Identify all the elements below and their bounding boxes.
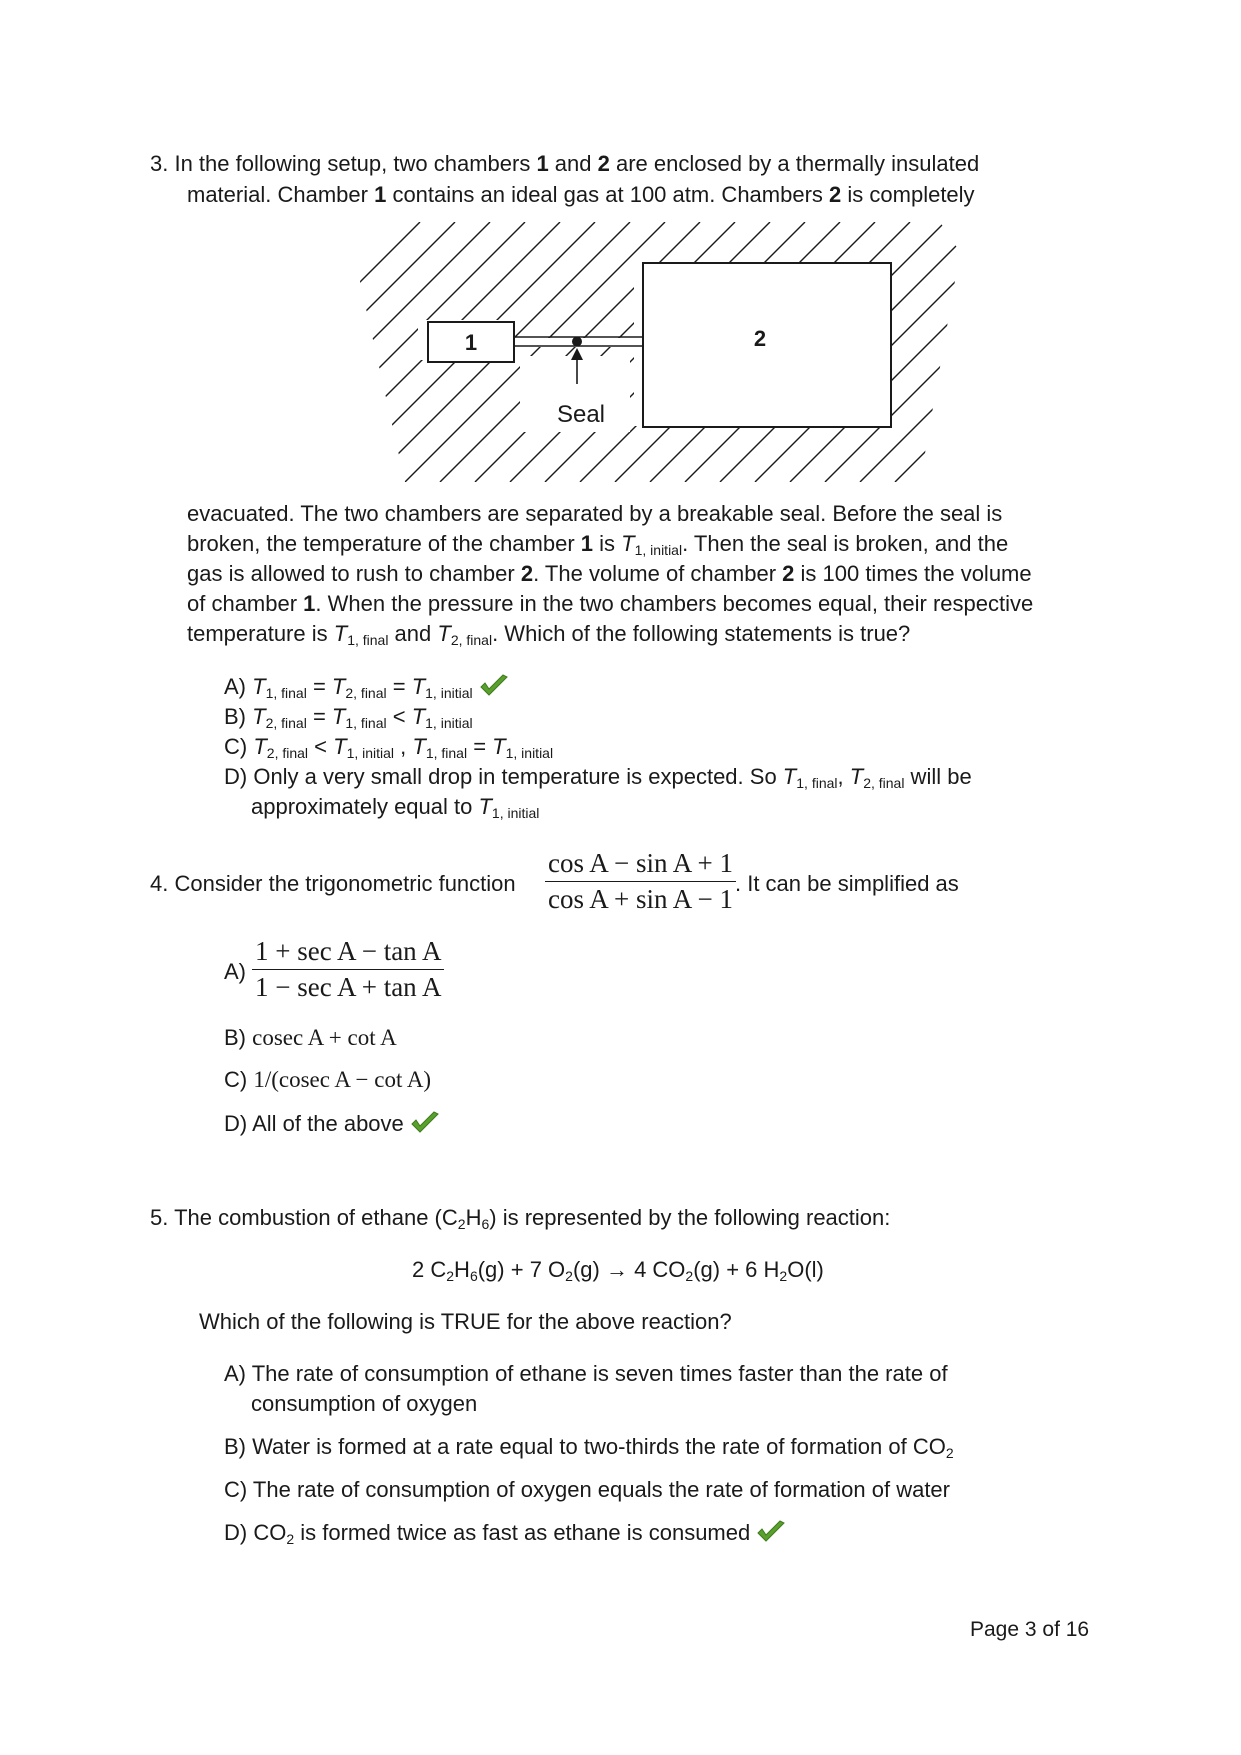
subscript: 1, final bbox=[265, 685, 307, 701]
q4-intro: 4. Consider the trigonometric function bbox=[150, 871, 516, 896]
q5-option-c: C) The rate of consumption of oxygen equals the rate of formation of water bbox=[224, 1477, 950, 1502]
subscript: 2 bbox=[565, 1268, 573, 1284]
operator: = bbox=[467, 734, 493, 759]
subscript: 1, final bbox=[345, 715, 387, 731]
subscript: 2, final bbox=[345, 685, 387, 701]
text: H bbox=[454, 1257, 470, 1282]
subscript: 2, final bbox=[450, 632, 493, 648]
var-t: T bbox=[437, 621, 451, 646]
bold-2: 2 bbox=[829, 182, 842, 207]
text: ) is represented by the following reaction: bbox=[489, 1205, 891, 1230]
checkmark-icon bbox=[756, 1520, 786, 1544]
subscript: 2 bbox=[685, 1268, 694, 1284]
q4-option-c bbox=[224, 1066, 431, 1095]
text: will be bbox=[904, 764, 972, 789]
q4-expression-numerator: cos A − sin A + 1 bbox=[548, 848, 733, 878]
text: , bbox=[837, 764, 850, 789]
operator: < bbox=[308, 734, 334, 759]
text: . Then the seal is broken, and the bbox=[682, 531, 1009, 556]
q3-body-line1: evacuated. The two chambers are separated by a breakable seal. Before the seal is bbox=[187, 501, 1003, 526]
q4-expression bbox=[548, 846, 733, 917]
q3-option-d-line1 bbox=[224, 763, 972, 791]
var-t: T bbox=[331, 674, 346, 699]
var-t: T bbox=[252, 704, 266, 729]
chamber-2-label: 2 bbox=[753, 326, 767, 351]
var-t: T bbox=[412, 734, 426, 759]
q3-intro-line2 bbox=[187, 181, 975, 209]
text: are enclosed by a thermally insulated bbox=[609, 151, 980, 176]
chamber-2-box bbox=[643, 263, 891, 427]
math-expression: 1/(cosec A − cot A) bbox=[253, 1067, 432, 1092]
chamber-diagram bbox=[360, 222, 960, 482]
subscript: 1, initial bbox=[346, 745, 395, 761]
text: . When the pressure in the two chambers becomes equal, their respective bbox=[315, 591, 1034, 616]
text: B) Water is formed at a rate equal to two-thirds the rate of formation of CO bbox=[224, 1434, 946, 1459]
text: is bbox=[593, 531, 622, 556]
subscript: 1, initial bbox=[634, 542, 683, 558]
subscript: 2 bbox=[286, 1531, 295, 1547]
text: D) CO bbox=[224, 1520, 287, 1545]
q4-option-a-label: A) bbox=[224, 959, 246, 984]
text: approximately equal to bbox=[251, 794, 479, 819]
text: broken, the temperature of the chamber bbox=[187, 531, 581, 556]
text: is 100 times the volume bbox=[794, 561, 1032, 586]
var-t: T bbox=[252, 674, 266, 699]
subscript: 1, final bbox=[347, 632, 389, 648]
q5-question: Which of the following is TRUE for the above reaction? bbox=[199, 1309, 732, 1334]
text: 2 C bbox=[412, 1257, 447, 1282]
q3-body-line5 bbox=[187, 620, 910, 648]
text: is formed twice as fast as ethane is consumed bbox=[294, 1520, 751, 1545]
text: . Which of the following statements is true? bbox=[492, 621, 911, 646]
bold-1: 1 bbox=[536, 151, 549, 176]
q4-tail: . It can be simplified as bbox=[735, 871, 959, 896]
subscript: 6 bbox=[469, 1268, 478, 1284]
var-t: T bbox=[333, 621, 348, 646]
checkmark-icon bbox=[479, 674, 509, 698]
text: D) Only a very small drop in temperature is expected. So bbox=[224, 764, 783, 789]
operator: = bbox=[386, 674, 412, 699]
bold-1: 1 bbox=[303, 591, 316, 616]
var-t: T bbox=[253, 734, 267, 759]
bold-2: 2 bbox=[782, 561, 795, 586]
q4-option-a-expression bbox=[255, 934, 441, 1005]
var-t: T bbox=[782, 764, 797, 789]
subscript: 1, initial bbox=[491, 805, 540, 821]
option-text: D) All of the above bbox=[224, 1111, 404, 1136]
option-label: B) bbox=[224, 704, 253, 729]
subscript: 1, final bbox=[796, 775, 838, 791]
subscript: 1, initial bbox=[425, 715, 473, 731]
text: and bbox=[548, 151, 598, 176]
subscript: 2 bbox=[457, 1216, 466, 1232]
q3-body-line2 bbox=[187, 530, 1008, 558]
q3-option-d-line2 bbox=[251, 793, 539, 821]
text: . The volume of chamber bbox=[533, 561, 783, 586]
text: H bbox=[465, 1205, 482, 1230]
subscript: 2, final bbox=[863, 775, 905, 791]
text: and bbox=[388, 621, 438, 646]
q5-option-d bbox=[224, 1519, 786, 1547]
q5-reaction bbox=[412, 1256, 824, 1284]
subscript: 1, final bbox=[425, 745, 468, 761]
q4-option-d bbox=[224, 1110, 440, 1138]
subscript: 1, initial bbox=[425, 685, 473, 701]
subscript: 2, final bbox=[265, 715, 307, 731]
var-t: T bbox=[621, 531, 635, 556]
q3-option-b bbox=[224, 703, 473, 731]
text: (g) + 7 O bbox=[477, 1257, 566, 1282]
text: material. Chamber bbox=[187, 182, 375, 207]
subscript: 2 bbox=[779, 1268, 788, 1284]
q3-body-line3 bbox=[187, 560, 1032, 588]
q4-expression-denominator: cos A + sin A − 1 bbox=[548, 884, 733, 915]
q5-intro bbox=[150, 1204, 890, 1232]
q4-option-b bbox=[224, 1024, 397, 1053]
var-t: T bbox=[331, 704, 346, 729]
text: 5. The combustion of ethane (C bbox=[150, 1205, 458, 1230]
text: temperature is bbox=[187, 621, 334, 646]
var-t: T bbox=[478, 794, 492, 819]
q3-body-line4 bbox=[187, 590, 1033, 618]
var-t: T bbox=[411, 704, 426, 729]
text: contains an ideal gas at 100 atm. Chambers bbox=[386, 182, 830, 207]
option-label: C) bbox=[224, 734, 254, 759]
text: gas is allowed to rush to chamber bbox=[187, 561, 521, 586]
q5-option-b bbox=[224, 1433, 954, 1461]
bold-1: 1 bbox=[580, 531, 594, 556]
option-label: A) bbox=[224, 674, 253, 699]
var-t: T bbox=[849, 764, 864, 789]
option-label: B) bbox=[224, 1025, 253, 1050]
subscript: 2, final bbox=[266, 745, 309, 761]
q3-option-c bbox=[224, 733, 553, 761]
subscript: 6 bbox=[481, 1216, 490, 1232]
math-expression: cosec A + cot A bbox=[252, 1025, 397, 1050]
bold-2: 2 bbox=[520, 561, 534, 586]
chamber-1-label: 1 bbox=[464, 330, 478, 355]
q4-option-a-numerator: 1 + sec A − tan A bbox=[255, 936, 442, 966]
var-t: T bbox=[411, 674, 426, 699]
seal-label: Seal bbox=[556, 401, 606, 428]
subscript: 1, initial bbox=[505, 745, 554, 761]
bold-2: 2 bbox=[597, 151, 610, 176]
subscript: 2 bbox=[945, 1445, 954, 1461]
text: is completely bbox=[841, 182, 975, 207]
seal-point bbox=[572, 337, 582, 347]
text: O(l) bbox=[787, 1257, 824, 1282]
text: (g) + 6 H bbox=[693, 1257, 780, 1282]
operator: , bbox=[394, 734, 413, 759]
var-t: T bbox=[333, 734, 347, 759]
q3-intro-line1 bbox=[150, 150, 979, 178]
text: of chamber bbox=[187, 591, 304, 616]
text: (g) → 4 CO bbox=[572, 1257, 686, 1282]
operator: < bbox=[386, 704, 412, 729]
var-t: T bbox=[492, 734, 506, 759]
operator: = bbox=[306, 704, 332, 729]
subscript: 2 bbox=[446, 1268, 455, 1284]
text: 3. In the following setup, two chambers bbox=[150, 151, 537, 176]
q4-option-a-denominator: 1 − sec A + tan A bbox=[255, 972, 442, 1003]
page-number: Page 3 of 16 bbox=[970, 1618, 1090, 1641]
bold-1: 1 bbox=[374, 182, 387, 207]
q3-option-a bbox=[224, 673, 509, 701]
checkmark-icon bbox=[410, 1111, 440, 1135]
q5-option-a-line2: consumption of oxygen bbox=[251, 1391, 478, 1416]
operator: = bbox=[306, 674, 332, 699]
option-label: C) bbox=[224, 1067, 254, 1092]
q5-option-a-line1: A) The rate of consumption of ethane is seven times faster than the rate of bbox=[224, 1361, 948, 1386]
